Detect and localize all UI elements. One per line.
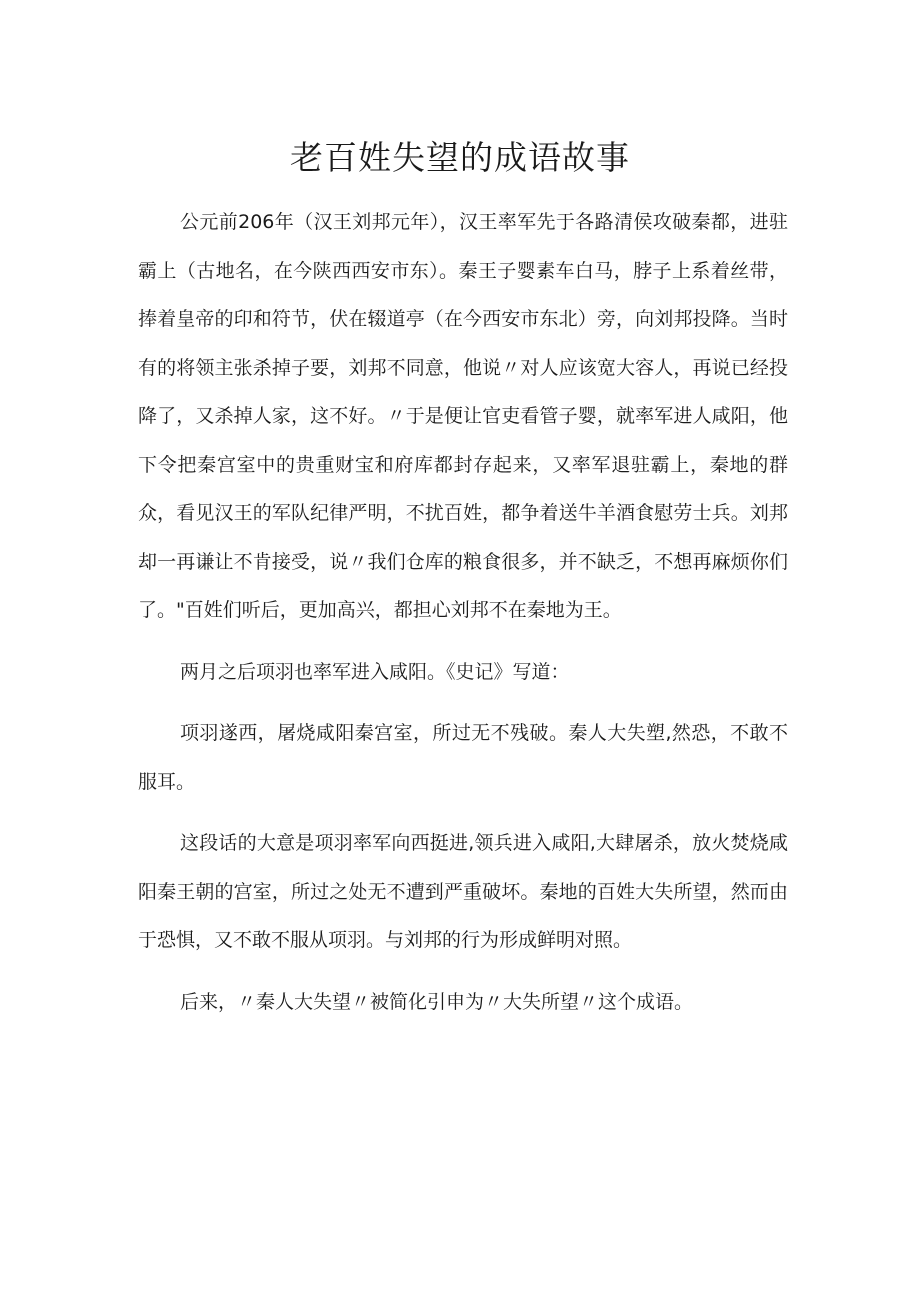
paragraph-quote-meaning: 这段话的大意是项羽率军向西挺进,领兵进入咸阳,大肆屠杀，放火焚烧咸阳秦王朝的宫室，所过之处无不遭到严重破坏。秦地的百姓大失所望，然而由于恐惧，又不敢不服从项羽。与刘邦的行为形成鲜明对照。 [138, 832, 788, 951]
paragraph-liu-bang-enters-xianyang: 公元前206年（汉王刘邦元年），汉王率军先于各路清侯攻破秦都，进驻霸上（古地名，在今陕西西安市东）。秦王子婴素车白马，脖子上系着丝带，捧着皇帝的印和符节，伏在辍道亭（在今西安市东北）旁，向刘邦投降。当时有的将领主张杀掉子要，刘邦不同意，他说〃对人应该宽大容人，再说已经投降了，又杀掉人家，这不好。〃于是便让官吏看管子婴，就率军进人咸阳，他下令把秦宫室中的贵重财宝和府库都封存起来，又率军退驻霸上，秦地的群众，看见汉王的军队纪律严明，不扰百姓，都争着送牛羊酒食慰劳士兵。刘邦却一再谦让不肯接受，说〃我们仓库的粮食很多，并不缺乏，不想再麻烦你们了。"百姓们听后，更加高兴，都担心刘邦不在秦地为王。 [138, 211, 788, 621]
paragraph-idiom-origin: 后来，〃秦人大失望〃被简化引申为〃大失所望〃这个成语。 [180, 990, 694, 1013]
document-body [138, 198, 788, 1026]
document-title: 老百姓失望的成语故事 [290, 138, 630, 177]
paragraph-shiji-quote: 项羽遂西，屠烧咸阳秦宫室，所过无不残破。秦人大失塑,然恐，不敢不服耳。 [138, 722, 788, 793]
paragraph-xiang-yu-arrives: 两月之后项羽也率军进入咸阳。《史记》写道： [180, 660, 570, 683]
